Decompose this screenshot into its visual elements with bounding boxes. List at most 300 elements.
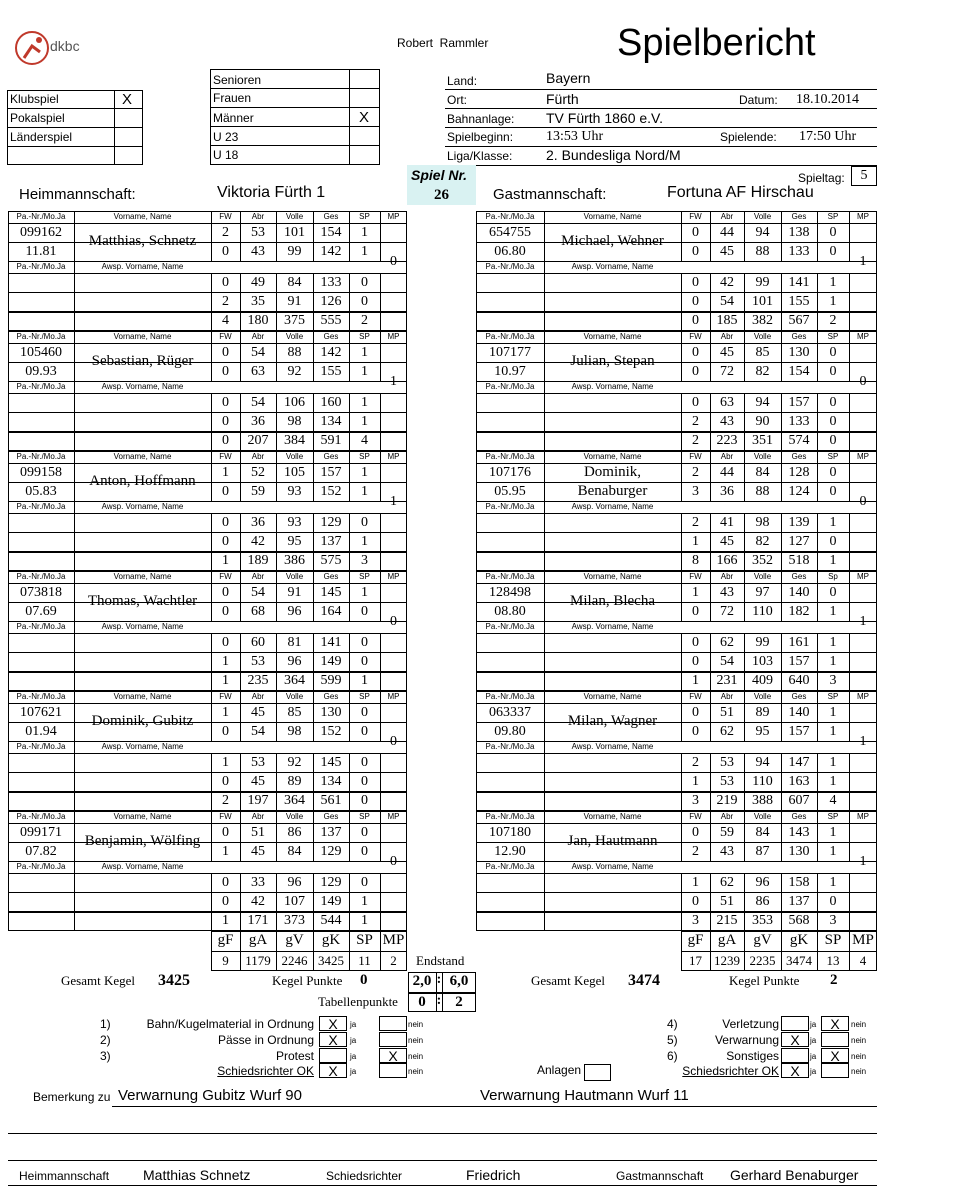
score-volle: 99 bbox=[287, 244, 302, 259]
col-header-sp: SP bbox=[827, 452, 839, 461]
player-pass-nr: 107177 bbox=[489, 345, 531, 360]
col-header-ges: Ges bbox=[791, 332, 807, 341]
anlagen-box[interactable] bbox=[584, 1064, 611, 1081]
tp-home-value: 0 bbox=[418, 994, 426, 1010]
category-frauen: Frauen bbox=[213, 91, 252, 105]
score-sp: 1 bbox=[361, 395, 368, 410]
total-fw: 1 bbox=[222, 673, 229, 688]
col-header-fw: FW bbox=[219, 212, 232, 221]
check-ja-label: ja bbox=[810, 1036, 817, 1045]
score-ges: 138 bbox=[788, 225, 810, 240]
player-birth-date: 10.97 bbox=[494, 364, 526, 379]
score-fw: 2 bbox=[692, 414, 699, 429]
score-abr: 45 bbox=[720, 244, 734, 259]
total-abr: 185 bbox=[716, 313, 738, 328]
col-header-mp: MP bbox=[857, 812, 869, 821]
score-abr: 63 bbox=[251, 364, 265, 379]
score-fw: 2 bbox=[222, 294, 229, 309]
player-name: Benjamin, Wölfing bbox=[84, 833, 201, 849]
total-sp: 0 bbox=[361, 793, 368, 808]
score-ges: 157 bbox=[788, 724, 810, 739]
score-volle: 87 bbox=[755, 844, 770, 859]
total-volle: 364 bbox=[284, 673, 305, 688]
col-header-ges: Ges bbox=[323, 452, 339, 461]
check-ja-box[interactable] bbox=[319, 1048, 347, 1063]
score-volle: 84 bbox=[287, 844, 302, 859]
col-header-awsp-pass: Pa.-Nr./Mo.Ja bbox=[485, 622, 535, 631]
score-volle: 107 bbox=[284, 894, 305, 909]
total-ges: 574 bbox=[788, 433, 810, 448]
guest-team-name: Fortuna AF Hirschau bbox=[667, 184, 814, 201]
player-name: Matthias, Schnetz bbox=[88, 233, 197, 249]
col-header-abr: Abr bbox=[251, 452, 265, 461]
col-header-mp: MP bbox=[857, 692, 869, 701]
player-mp: 0 bbox=[390, 614, 397, 629]
check-ja-box[interactable] bbox=[781, 1048, 809, 1063]
spieltag-value: 5 bbox=[860, 168, 868, 183]
total-abr: 215 bbox=[716, 913, 738, 928]
score-ges: 161 bbox=[788, 635, 810, 650]
score-abr: 43 bbox=[720, 844, 734, 859]
check-label: Schiedsrichter OK bbox=[217, 1064, 314, 1078]
total-fw: 0 bbox=[692, 313, 699, 328]
category-u18: U 18 bbox=[213, 148, 239, 162]
score-volle: 93 bbox=[287, 484, 302, 499]
col-header-awsp-pass: Pa.-Nr./Mo.Ja bbox=[16, 382, 66, 391]
home-gesamt-value: 3425 bbox=[158, 972, 190, 989]
check-nein-box[interactable] bbox=[379, 1063, 407, 1078]
col-header-ges: Ges bbox=[323, 692, 339, 701]
score-volle: 88 bbox=[287, 345, 302, 360]
score-ges: 133 bbox=[788, 414, 810, 429]
score-volle: 99 bbox=[755, 635, 770, 650]
total-abr: 180 bbox=[247, 313, 269, 328]
category-maenner-mark[interactable]: X bbox=[359, 109, 370, 126]
score-sp: 1 bbox=[361, 465, 368, 480]
player-pass-nr: 099162 bbox=[20, 225, 62, 240]
score-sp: 1 bbox=[361, 345, 368, 360]
total-fw: 3 bbox=[692, 793, 699, 808]
col-header-pass: Pa.-Nr./Mo.Ja bbox=[485, 692, 535, 701]
col-header-fw: FW bbox=[689, 212, 702, 221]
score-fw: 0 bbox=[692, 825, 699, 840]
score-volle: 110 bbox=[752, 604, 773, 619]
score-volle: 106 bbox=[284, 395, 305, 410]
check-nein-box[interactable] bbox=[821, 1032, 849, 1047]
player-mp: 1 bbox=[859, 614, 867, 629]
dkbc-logo bbox=[10, 26, 90, 70]
total-abr: 223 bbox=[716, 433, 738, 448]
match-type-laenderspiel: Länderspiel bbox=[10, 130, 73, 144]
col-header-ges: Ges bbox=[323, 572, 339, 581]
col-header-awsp-name: Awsp. Vorname, Name bbox=[101, 622, 184, 631]
score-ges: 155 bbox=[320, 364, 342, 379]
remarks-label: Bemerkung zu bbox=[33, 1090, 111, 1104]
score-abr: 72 bbox=[720, 364, 734, 379]
score-sp: 0 bbox=[829, 465, 837, 480]
total-sp: 1 bbox=[361, 673, 368, 688]
score-fw: 0 bbox=[692, 635, 699, 650]
player-birth-date: 09.93 bbox=[25, 364, 57, 379]
score-ges: 155 bbox=[788, 294, 810, 309]
total-volle: 409 bbox=[752, 673, 773, 688]
player-pass-nr: 099158 bbox=[20, 465, 62, 480]
total-volle: 375 bbox=[284, 313, 305, 328]
col-header-ges: Ges bbox=[791, 212, 807, 221]
score-abr: 54 bbox=[251, 395, 265, 410]
score-fw: 1 bbox=[222, 654, 229, 669]
col-header-mp: MP bbox=[387, 452, 400, 461]
score-sp: 0 bbox=[361, 515, 368, 530]
score-sp: 0 bbox=[829, 585, 837, 600]
player-birth-date: 01.94 bbox=[25, 724, 57, 739]
score-volle: 92 bbox=[287, 364, 302, 379]
score-abr: 42 bbox=[720, 275, 734, 290]
player-mp: 0 bbox=[859, 494, 867, 509]
score-fw: 3 bbox=[692, 484, 699, 499]
col-header-fw: FW bbox=[689, 692, 702, 701]
score-abr: 44 bbox=[720, 225, 734, 240]
score-sp: 1 bbox=[361, 534, 368, 549]
logo-text: dkbc bbox=[50, 38, 80, 54]
check-nein-box[interactable] bbox=[379, 1032, 407, 1047]
check-ja-box[interactable]: X bbox=[781, 1063, 809, 1078]
check-ja-box[interactable]: X bbox=[319, 1032, 347, 1047]
check-nein-box[interactable] bbox=[821, 1063, 849, 1078]
score-fw: 0 bbox=[222, 275, 229, 290]
score-ges: 128 bbox=[788, 465, 810, 480]
score-volle: 99 bbox=[755, 275, 770, 290]
score-abr: 62 bbox=[720, 875, 734, 890]
col-header-awsp-pass: Pa.-Nr./Mo.Ja bbox=[485, 862, 535, 871]
score-volle: 101 bbox=[752, 294, 773, 309]
total-ges: 599 bbox=[320, 673, 342, 688]
col-header-awsp-name: Awsp. Vorname, Name bbox=[571, 742, 654, 751]
score-ges: 149 bbox=[320, 894, 342, 909]
total-ges: 544 bbox=[320, 913, 342, 928]
score-sp: 1 bbox=[829, 654, 837, 669]
check-label: Sonstiges bbox=[726, 1049, 779, 1063]
total-ges: 575 bbox=[320, 553, 342, 568]
score-fw: 0 bbox=[222, 875, 229, 890]
summary-header: gV bbox=[753, 932, 772, 948]
total-fw: 4 bbox=[222, 313, 229, 328]
score-sp: 0 bbox=[361, 724, 368, 739]
home-gesamt-label: Gesamt Kegel bbox=[61, 973, 136, 988]
check-nein-label: nein bbox=[408, 1036, 424, 1045]
score-fw: 1 bbox=[692, 534, 699, 549]
col-header-volle: Volle bbox=[753, 332, 772, 341]
score-abr: 45 bbox=[251, 705, 265, 720]
score-ges: 134 bbox=[320, 414, 342, 429]
total-abr: 166 bbox=[716, 553, 738, 568]
score-fw: 0 bbox=[222, 364, 229, 379]
summary-header: gF bbox=[217, 932, 234, 948]
check-nein-box[interactable]: X bbox=[379, 1048, 407, 1063]
col-header-name: Vorname, Name bbox=[583, 452, 642, 461]
score-sp: 1 bbox=[361, 484, 368, 499]
score-volle: 96 bbox=[287, 654, 302, 669]
summary-header: MP bbox=[852, 932, 874, 948]
score-fw: 0 bbox=[222, 604, 229, 619]
check-ja-box[interactable]: X bbox=[319, 1063, 347, 1078]
player-name: Dominik, Gubitz bbox=[91, 713, 194, 729]
score-ges: 157 bbox=[788, 654, 810, 669]
player-name: Milan, Wagner bbox=[567, 713, 658, 729]
check-nein-box[interactable]: X bbox=[821, 1048, 849, 1063]
score-sp: 1 bbox=[829, 275, 837, 290]
score-abr: 43 bbox=[720, 585, 734, 600]
col-header-abr: Abr bbox=[251, 692, 265, 701]
score-ges: 129 bbox=[320, 875, 342, 890]
col-header-awsp-pass: Pa.-Nr./Mo.Ja bbox=[485, 262, 535, 271]
check-nein-box[interactable]: X bbox=[821, 1016, 849, 1031]
player-name: Sebastian, Rüger bbox=[91, 353, 194, 369]
score-fw: 1 bbox=[222, 844, 229, 859]
score-abr: 45 bbox=[720, 534, 734, 549]
score-ges: 143 bbox=[788, 825, 810, 840]
score-abr: 41 bbox=[720, 515, 734, 530]
score-sp: 1 bbox=[829, 724, 837, 739]
col-header-volle: Volle bbox=[285, 692, 304, 701]
col-header-abr: Abr bbox=[251, 332, 265, 341]
col-header-sp: SP bbox=[359, 812, 370, 821]
col-header-awsp-name: Awsp. Vorname, Name bbox=[101, 382, 184, 391]
score-abr: 44 bbox=[720, 465, 734, 480]
score-volle: 97 bbox=[755, 585, 770, 600]
score-abr: 53 bbox=[251, 225, 265, 240]
score-abr: 59 bbox=[720, 825, 734, 840]
score-fw: 1 bbox=[222, 465, 229, 480]
col-header-awsp-pass: Pa.-Nr./Mo.Ja bbox=[16, 622, 66, 631]
total-sp: 0 bbox=[829, 433, 837, 448]
check-ja-box[interactable]: X bbox=[319, 1016, 347, 1031]
col-header-volle: Volle bbox=[753, 452, 772, 461]
total-ges: 607 bbox=[788, 793, 810, 808]
score-volle: 82 bbox=[755, 364, 770, 379]
score-fw: 0 bbox=[692, 345, 699, 360]
guest-kp-value: 2 bbox=[830, 972, 838, 988]
score-volle: 86 bbox=[287, 825, 302, 840]
col-header-abr: Abr bbox=[251, 572, 265, 581]
score-volle: 92 bbox=[287, 755, 302, 770]
total-abr: 171 bbox=[247, 913, 269, 928]
total-abr: 231 bbox=[716, 673, 738, 688]
col-header-pass: Pa.-Nr./Mo.Ja bbox=[485, 212, 535, 221]
col-header-mp: MP bbox=[857, 332, 869, 341]
end-guest-value: 6,0 bbox=[449, 973, 469, 989]
score-sp: 1 bbox=[829, 604, 837, 619]
bahn-label: Bahnanlage: bbox=[447, 112, 515, 126]
col-header-abr: Abr bbox=[720, 572, 734, 581]
score-volle: 98 bbox=[287, 724, 302, 739]
score-fw: 0 bbox=[222, 244, 229, 259]
score-ges: 142 bbox=[320, 345, 342, 360]
score-fw: 0 bbox=[222, 414, 229, 429]
score-volle: 88 bbox=[755, 244, 770, 259]
score-volle: 94 bbox=[755, 395, 770, 410]
summary-header: SP bbox=[356, 932, 373, 948]
home-kp-value: 0 bbox=[360, 972, 368, 988]
score-ges: 133 bbox=[788, 244, 810, 259]
col-header-mp: MP bbox=[387, 572, 400, 581]
total-fw: 3 bbox=[692, 913, 699, 928]
col-header-name: Vorname, Name bbox=[113, 332, 172, 341]
check-ja-box[interactable]: X bbox=[781, 1032, 809, 1047]
score-sp: 0 bbox=[361, 275, 368, 290]
page-title: Spielbericht bbox=[617, 22, 816, 64]
sig-ref-label: Schiedsrichter bbox=[326, 1169, 403, 1183]
total-volle: 384 bbox=[284, 433, 305, 448]
score-sp: 1 bbox=[829, 844, 837, 859]
player-mp: 1 bbox=[390, 494, 397, 509]
score-sp: 1 bbox=[361, 364, 368, 379]
datum-label: Datum: bbox=[739, 93, 778, 107]
col-header-pass: Pa.-Nr./Mo.Ja bbox=[16, 332, 66, 341]
col-header-pass: Pa.-Nr./Mo.Ja bbox=[16, 212, 66, 221]
summary-header: gK bbox=[789, 932, 809, 948]
col-header-ges: Ges bbox=[791, 452, 807, 461]
summary-value: 2246 bbox=[281, 953, 308, 968]
score-abr: 54 bbox=[251, 585, 265, 600]
score-ges: 164 bbox=[320, 604, 342, 619]
score-fw: 0 bbox=[692, 894, 699, 909]
check-nein-label: nein bbox=[408, 1052, 424, 1061]
check-label: Bahn/Kugelmaterial in Ordnung bbox=[146, 1017, 314, 1031]
player-mp: 1 bbox=[859, 854, 867, 869]
col-header-sp: SP bbox=[359, 452, 370, 461]
score-volle: 89 bbox=[287, 774, 302, 789]
home-team-name: Viktoria Fürth 1 bbox=[217, 184, 326, 201]
total-fw: 1 bbox=[222, 913, 229, 928]
score-fw: 0 bbox=[692, 225, 699, 240]
total-volle: 386 bbox=[284, 553, 305, 568]
col-header-awsp-pass: Pa.-Nr./Mo.Ja bbox=[485, 382, 535, 391]
player-pass-nr: 107180 bbox=[489, 825, 531, 840]
check-nein-box[interactable] bbox=[379, 1016, 407, 1031]
col-header-sp: SP bbox=[359, 332, 370, 341]
total-abr: 197 bbox=[247, 793, 269, 808]
col-header-name: Vorname, Name bbox=[583, 692, 642, 701]
score-volle: 81 bbox=[287, 635, 302, 650]
match-type-klubspiel-mark[interactable]: X bbox=[122, 91, 133, 108]
score-ges: 129 bbox=[320, 515, 342, 530]
col-header-name: Vorname, Name bbox=[113, 452, 172, 461]
score-fw: 1 bbox=[692, 585, 699, 600]
liga-label: Liga/Klasse: bbox=[447, 149, 513, 163]
score-fw: 0 bbox=[692, 705, 699, 720]
total-sp: 3 bbox=[361, 553, 368, 568]
player-mp: 0 bbox=[859, 374, 867, 389]
col-header-ges: Ges bbox=[323, 332, 339, 341]
score-fw: 2 bbox=[692, 844, 699, 859]
score-sp: 0 bbox=[361, 755, 368, 770]
col-header-awsp-pass: Pa.-Nr./Mo.Ja bbox=[485, 502, 535, 511]
col-header-ges: Ges bbox=[791, 572, 807, 581]
col-header-abr: Abr bbox=[251, 212, 265, 221]
score-fw: 0 bbox=[692, 364, 699, 379]
ort-value: Fürth bbox=[546, 91, 579, 107]
player-mp: 0 bbox=[390, 254, 397, 269]
player-birth-date: 07.69 bbox=[25, 604, 57, 619]
bahn-value: TV Fürth 1860 e.V. bbox=[546, 110, 663, 126]
score-fw: 0 bbox=[692, 395, 699, 410]
total-sp: 1 bbox=[829, 553, 837, 568]
score-volle: 96 bbox=[287, 875, 302, 890]
score-abr: 53 bbox=[251, 755, 265, 770]
col-header-ges: Ges bbox=[791, 692, 807, 701]
score-sp: 0 bbox=[361, 875, 368, 890]
score-volle: 95 bbox=[287, 534, 302, 549]
player-pass-nr: 128498 bbox=[489, 585, 531, 600]
score-abr: 43 bbox=[720, 414, 734, 429]
col-header-name: Vorname, Name bbox=[583, 572, 642, 581]
total-ges: 640 bbox=[788, 673, 810, 688]
col-header-sp: SP bbox=[827, 692, 839, 701]
score-fw: 0 bbox=[222, 774, 229, 789]
score-sp: 0 bbox=[361, 654, 368, 669]
col-header-fw: FW bbox=[689, 572, 702, 581]
home-team-label: Heimmannschaft: bbox=[19, 186, 136, 203]
total-volle: 388 bbox=[752, 793, 773, 808]
col-header-name: Vorname, Name bbox=[113, 212, 172, 221]
summary-value: 2235 bbox=[749, 953, 776, 968]
col-header-sp: SP bbox=[359, 212, 370, 221]
summary-value: 4 bbox=[859, 953, 867, 968]
col-header-fw: FW bbox=[219, 692, 232, 701]
col-header-mp: MP bbox=[857, 452, 869, 461]
total-volle: 353 bbox=[752, 913, 773, 928]
score-ges: 147 bbox=[788, 755, 810, 770]
author-name: Robert Rammler bbox=[397, 36, 489, 50]
total-sp: 2 bbox=[361, 313, 368, 328]
check-nein-label: nein bbox=[851, 1020, 867, 1029]
score-abr: 49 bbox=[251, 275, 265, 290]
player-mp: 1 bbox=[859, 254, 867, 269]
score-fw: 1 bbox=[222, 755, 229, 770]
col-header-mp: MP bbox=[387, 332, 400, 341]
score-volle: 89 bbox=[755, 705, 770, 720]
check-ja-box[interactable] bbox=[781, 1016, 809, 1031]
check-ja-label: ja bbox=[810, 1067, 817, 1076]
player-pass-nr: 107621 bbox=[20, 705, 62, 720]
col-header-volle: Volle bbox=[753, 692, 772, 701]
score-fw: 0 bbox=[692, 654, 699, 669]
col-header-ges: Ges bbox=[791, 812, 807, 821]
check-nein-label: nein bbox=[408, 1067, 424, 1076]
player-pass-nr: 073818 bbox=[20, 585, 62, 600]
ende-value: 17:50 Uhr bbox=[799, 129, 857, 144]
score-ges: 137 bbox=[788, 894, 810, 909]
spiel-nr-box bbox=[407, 165, 476, 205]
col-header-pass: Pa.-Nr./Mo.Ja bbox=[16, 572, 66, 581]
check-ja-label: ja bbox=[350, 1020, 357, 1029]
summary-value: 3425 bbox=[318, 953, 344, 968]
col-header-name: Vorname, Name bbox=[583, 212, 642, 221]
check-nein-label: nein bbox=[851, 1067, 867, 1076]
check-ja-label: ja bbox=[350, 1036, 357, 1045]
col-header-awsp-name: Awsp. Vorname, Name bbox=[101, 502, 184, 511]
ort-label: Ort: bbox=[447, 93, 467, 107]
score-sp: 1 bbox=[361, 585, 368, 600]
summary-header: MP bbox=[382, 932, 405, 948]
player-pass-nr: 654755 bbox=[489, 225, 531, 240]
score-volle: 91 bbox=[287, 585, 302, 600]
match-type-pokalspiel: Pokalspiel bbox=[10, 111, 65, 125]
col-header-volle: Volle bbox=[285, 452, 304, 461]
col-header-name: Vorname, Name bbox=[113, 692, 172, 701]
score-sp: 1 bbox=[829, 635, 837, 650]
